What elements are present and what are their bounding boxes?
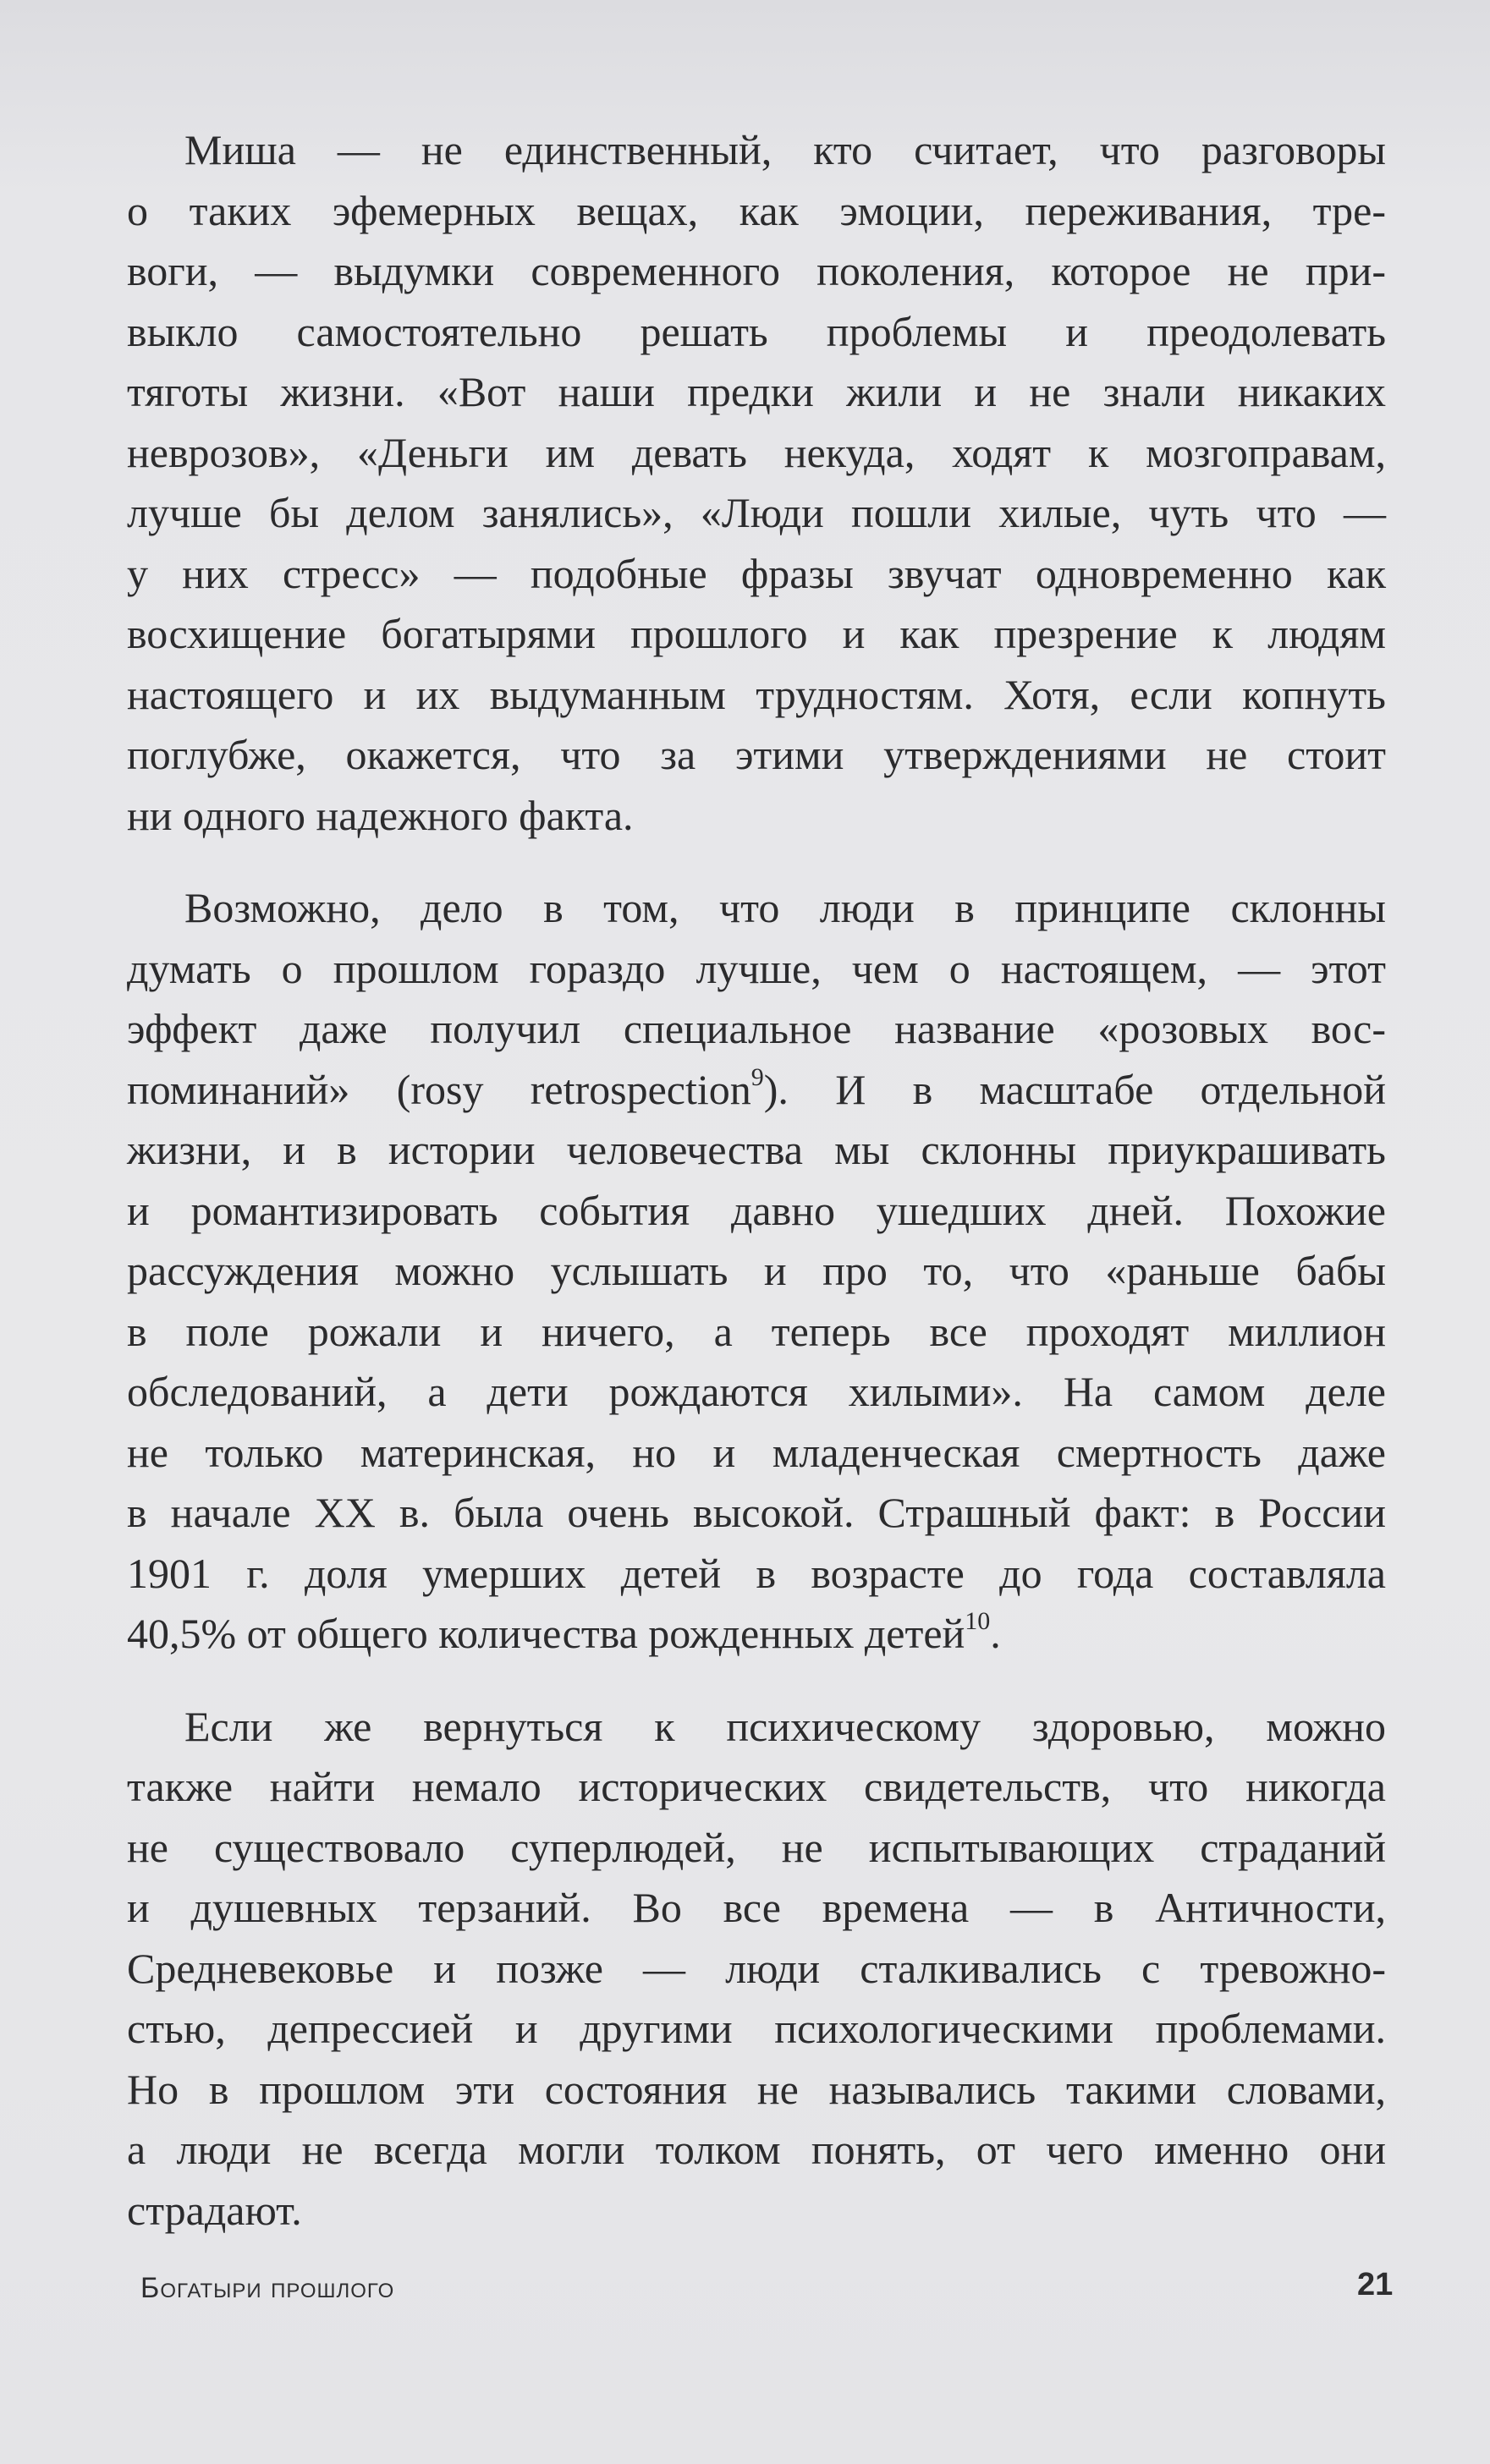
line-text: Возможно, дело в том, что люди в принципе склонны [184, 884, 1386, 931]
text-line [127, 362, 1386, 423]
text-line [127, 483, 1386, 544]
page-number: 21 [1357, 2267, 1394, 2302]
text-line [127, 1818, 1386, 1879]
text-line [127, 1878, 1386, 1939]
line-text: жизни, и в истории человечества мы склонны приукрашивать [127, 1126, 1386, 1173]
text-line [127, 1120, 1386, 1181]
line-text: рассуждения можно услышать и про то, что «раньше бабы [127, 1247, 1386, 1294]
text-line [127, 1939, 1386, 2000]
running-title: Богатыри прошлого [140, 2272, 395, 2304]
paragraph [127, 1697, 1386, 2242]
text-line [127, 2060, 1386, 2121]
text-line [127, 302, 1386, 363]
line-text: и душевных терзаний. Во все времена — в Античности, [127, 1884, 1386, 1931]
line-text: в начале XX в. была очень высокой. Страшный факт: в России [127, 1489, 1386, 1536]
line-text: о таких эфемерных вещах, как эмоции, переживания, тре- [127, 186, 1386, 234]
line-text: страдают. [127, 2186, 302, 2234]
text-line [127, 423, 1386, 484]
body-text [127, 120, 1386, 2273]
text-line [127, 1757, 1386, 1818]
line-text: не только материнская, но и младенческая смертность даже [127, 1428, 1386, 1476]
paragraph [127, 878, 1386, 1665]
line-text: Но в прошлом эти состояния не назывались такими словами, [127, 2065, 1386, 2113]
text-line [127, 1999, 1386, 2060]
line-text: стью, депрессией и другими психологическими проблемами. [127, 2005, 1386, 2052]
text-line [127, 786, 1386, 847]
line-text-continued: . [990, 1610, 1001, 1657]
line-text: думать о прошлом гораздо лучше, чем о настоящем, — этот [127, 944, 1386, 992]
text-line [127, 181, 1386, 242]
text-line [127, 1302, 1386, 1363]
text-line [127, 1181, 1386, 1242]
line-text: Миша — не единственный, кто считает, что разговоры [184, 126, 1386, 173]
text-line [127, 1544, 1386, 1605]
text-line [127, 1483, 1386, 1544]
text-line [127, 1241, 1386, 1302]
line-text: поминаний» (rosy retrospection [127, 1065, 751, 1113]
text-line [127, 1697, 1386, 1758]
line-text: обследований, а дети рождаются хилыми». На самом деле [127, 1368, 1386, 1415]
text-line [127, 604, 1386, 665]
text-line [127, 1423, 1386, 1484]
line-text: у них стресс» — подобные фразы звучат одновременно как [127, 549, 1386, 597]
line-text: 1901 г. доля умерших детей в возрасте до года составляла [127, 1549, 1386, 1597]
text-line [127, 2120, 1386, 2181]
text-line [127, 878, 1386, 939]
text-line [127, 1604, 1386, 1665]
line-text: поглубже, окажется, что за этими утверждениями не стоит [127, 731, 1386, 778]
line-text: и романтизировать события давно ушедших дней. Похожие [127, 1186, 1386, 1234]
line-text: а люди не всегда могли толком понять, от чего именно они [127, 2126, 1386, 2173]
line-text: тяготы жизни. «Вот наши предки жили и не знали никаких [127, 368, 1386, 415]
line-text: Если же вернуться к психическому здоровью, можно [184, 1702, 1386, 1750]
text-line [127, 725, 1386, 786]
text-line [127, 1060, 1386, 1121]
line-text-continued: ). И в масштабе отдельной [763, 1065, 1386, 1113]
line-text: эффект даже получил специальное название «розовых вос- [127, 1005, 1386, 1052]
line-text: настоящего и их выдуманным трудностям. Хотя, если копнуть [127, 670, 1386, 718]
line-text: неврозов», «Деньги им девать некуда, ходят к мозгоправам, [127, 428, 1386, 476]
text-line [127, 939, 1386, 1000]
text-line [127, 1362, 1386, 1423]
line-text: лучше бы делом занялись», «Люди пошли хилые, чуть что — [127, 489, 1386, 536]
text-line [127, 544, 1386, 605]
line-text: ни одного надежного факта. [127, 791, 634, 839]
footnote-marker: 9 [750, 1062, 764, 1091]
text-line [127, 665, 1386, 726]
line-text: 40,5% от общего количества рожденных детей [127, 1610, 965, 1657]
line-text: выкло самостоятельно решать проблемы и преодолевать [127, 307, 1386, 355]
text-line [127, 241, 1386, 302]
text-line [127, 120, 1386, 181]
footnote-marker: 10 [965, 1607, 991, 1635]
line-text: восхищение богатырями прошлого и как презрение к людям [127, 610, 1386, 657]
line-text: воги, — выдумки современного поколения, которое не при- [127, 247, 1386, 294]
line-text: также найти немало исторических свидетельств, что никогда [127, 1763, 1386, 1810]
text-line [127, 999, 1386, 1060]
line-text: Средневековье и позже — люди сталкивались с тревожно- [127, 1944, 1386, 1992]
line-text: не существовало суперлюдей, не испытывающих страданий [127, 1823, 1386, 1871]
paragraph [127, 120, 1386, 846]
text-line [127, 2181, 1386, 2242]
line-text: в поле рожали и ничего, а теперь все проходят миллион [127, 1307, 1386, 1355]
